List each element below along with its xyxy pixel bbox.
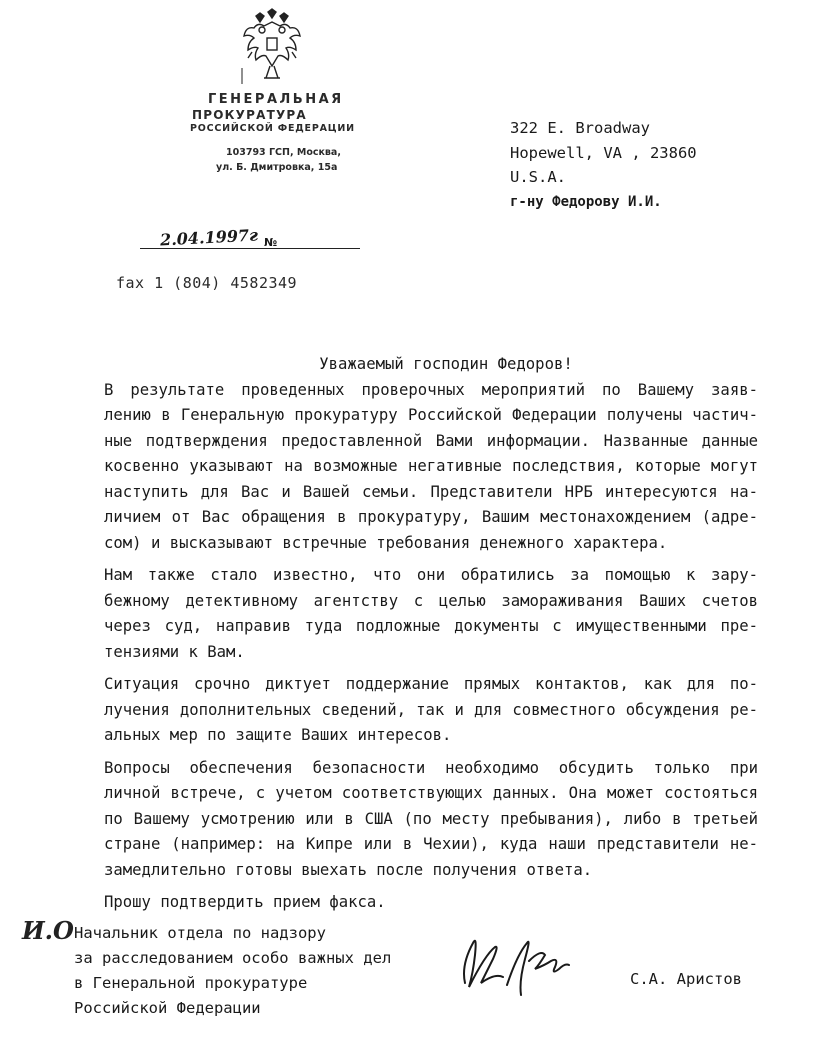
recipient-name: г-ну Федорову И.И. xyxy=(510,193,662,210)
paragraph-line: личием от Вас обращения в прокуратуру, Вашим местонахождением (адре- xyxy=(104,508,758,526)
letter-date: 2.04.1997г xyxy=(159,225,259,250)
signer-title-line: в Генеральной прокуратуре xyxy=(74,974,308,992)
paragraph-line: наступить для Вас и Вашей семьи. Представители НРБ интересуются на- xyxy=(104,482,758,501)
paragraph-line: лучения дополнительных сведений, так и для совместного обсуждения ре- xyxy=(104,700,758,719)
recipient-address xyxy=(510,116,697,214)
recipient-city: Hopewell, VA , 23860 xyxy=(510,143,697,162)
paragraph-line: В результате проведенных проверочных мероприятий по Вашему заяв- xyxy=(104,380,758,399)
signer-title-line: Российской Федерации xyxy=(74,999,261,1017)
number-sign: № xyxy=(264,236,278,249)
paragraph-line: замедлительно готовы выехать после получения ответа. xyxy=(104,860,593,879)
org-address-line2: ул. Б. Дмитровка, 15а xyxy=(216,162,338,173)
paragraph-line: Ситуация срочно диктует поддержание прямых контактов, как для по- xyxy=(104,675,758,693)
handwritten-signature xyxy=(455,925,585,1000)
paragraph-line: личной встрече, с учетом соответствующих данных. Она может состояться xyxy=(104,784,758,802)
paragraph-line: лению в Генеральную прокуратуру Российской Федерации получены частич- xyxy=(104,406,758,424)
fax-number: fax 1 (804) 4582349 xyxy=(116,274,298,292)
paragraph-line: Прошу подтвердить прием факса. xyxy=(104,893,386,911)
body-paragraph xyxy=(74,672,758,749)
body-paragraph xyxy=(74,890,758,916)
paragraph-line: через суд, направив туда подложные документы с имущественными пре- xyxy=(104,617,758,635)
paragraph-line: Нам также стало известно, что они обратились за помощью к зару- xyxy=(104,566,758,584)
paragraph-line: альных мер по защите Ваших интересов. xyxy=(104,726,452,744)
body-paragraph xyxy=(74,756,758,884)
paragraph-line: Вопросы обеспечения безопасности необходимо обсудить только при xyxy=(104,758,758,777)
recipient-country: U.S.A. xyxy=(510,168,566,186)
body-paragraph xyxy=(74,378,758,557)
acting-mark: И.О xyxy=(22,916,74,945)
paragraph-line: ные подтверждения предоставленной Вами информации. Названные данные xyxy=(104,431,758,450)
body-paragraph xyxy=(74,563,758,665)
org-name-line2: ПРОКУРАТУРА xyxy=(192,108,307,122)
date-underline xyxy=(140,248,360,249)
paragraph-line: тензиями к Вам. xyxy=(104,642,245,661)
letter-body xyxy=(74,352,758,923)
paragraphs xyxy=(74,378,758,916)
signer-name: С.А. Аристов xyxy=(630,970,742,988)
paragraph-line: стране (например: на Кипре или в Чехии), куда наши представители не- xyxy=(104,835,758,853)
org-name-line1: ГЕНЕРАЛЬНАЯ xyxy=(208,92,344,107)
org-name-line3: РОССИЙСКОЙ ФЕДЕРАЦИИ xyxy=(190,123,355,134)
signer-title xyxy=(74,921,391,1021)
org-address-line1: 103793 ГСП, Москва, xyxy=(226,147,341,158)
paragraph-line: сом) и высказывают встречные требования денежного характера. xyxy=(104,533,668,552)
recipient-street: 322 E. Broadway xyxy=(510,119,650,137)
paragraph-line: косвенно указывают на возможные негативные последствия, которые могут xyxy=(104,457,758,475)
double-headed-eagle-emblem-icon xyxy=(240,8,304,84)
signer-title-line: Начальник отдела по надзору xyxy=(74,924,326,942)
paragraph-line: по Вашему усмотрению или в США (по месту пребывания), либо в третьей xyxy=(104,809,758,828)
paragraph-line: бежному детективному агентству с целью замораживания Ваших счетов xyxy=(104,591,758,610)
signer-title-line: за расследованием особо важных дел xyxy=(74,949,392,967)
salutation: Уважаемый господин Федоров! xyxy=(319,355,573,373)
